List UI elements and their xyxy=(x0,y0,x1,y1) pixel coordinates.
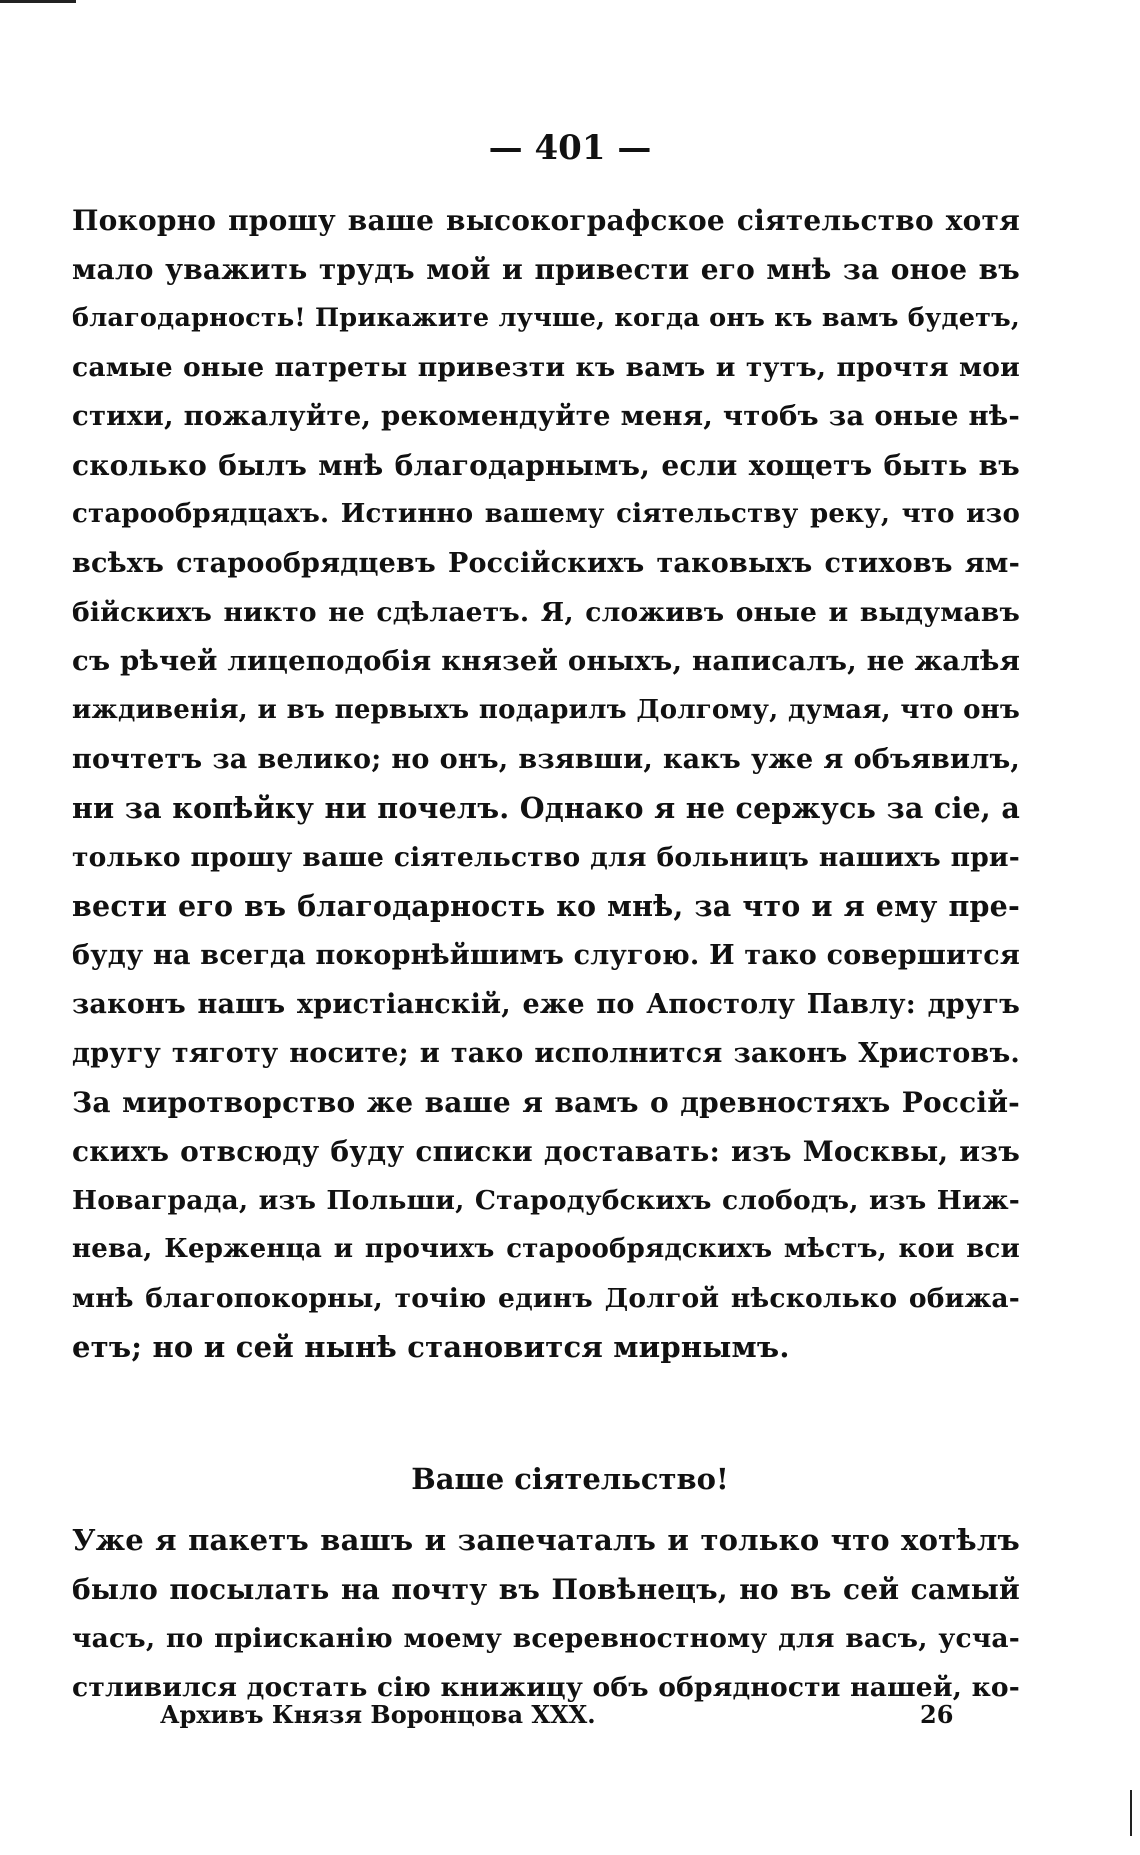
text-line: Уже я пакетъ вашъ и запечаталъ и только что хотѣлъ xyxy=(72,1523,1020,1557)
text-line: ни за копѣйку ни почелъ. Однако я не сержусь за сіе, а xyxy=(72,791,1020,825)
paragraph-2 xyxy=(72,1516,1020,1712)
text-line: стливился достать сію книжицу объ обрядности нашей, ко- xyxy=(72,1672,1020,1703)
text-line: бійскихъ никто не сдѣлаетъ. Я, сложивъ оные и выдумавъ xyxy=(72,597,1020,628)
text-line: почтетъ за велико; но онъ, взявши, какъ уже я объявилъ, xyxy=(72,744,1020,775)
text-line: старообрядцахъ. Истинно вашему сіятельству реку, что изо xyxy=(72,499,1020,529)
text-line: стихи, пожалуйте, рекомендуйте меня, чтобъ за оные нѣ- xyxy=(72,400,1020,432)
text-line: было посылать на почту въ Повѣнецъ, но въ сей самый xyxy=(72,1573,1020,1606)
scan-edge-mark-right xyxy=(1130,1790,1132,1836)
text-line: скихъ отвсюду буду списки доставать: изъ Москвы, изъ xyxy=(72,1135,1020,1168)
text-line: буду на всегда покорнѣйшимъ слугою. И тако совершится xyxy=(72,940,1020,971)
text-line: самые оные патреты привезти къ вамъ и тутъ, прочтя мои xyxy=(72,352,1020,383)
text-line: иждивенія, и въ первыхъ подарилъ Долгому, думая, что онъ xyxy=(72,695,1020,725)
text-line: нева, Керженца и прочихъ старообрядскихъ мѣстъ, кои вси xyxy=(72,1234,1020,1264)
text-line: мало уважить трудъ мой и привести его мнѣ за оное въ xyxy=(72,253,1020,286)
text-line: законъ нашъ христіанскій, еже по Апостолу Павлу: другъ xyxy=(72,989,1020,1020)
text-line: Покорно прошу ваше высокографское сіятельство хотя xyxy=(72,204,1020,237)
scan-edge-mark xyxy=(0,0,76,3)
footer-signature-mark: 26 xyxy=(920,1700,954,1729)
text-line: етъ; но и сей нынѣ становится мирнымъ. xyxy=(72,1330,790,1364)
paragraph-1 xyxy=(72,196,1020,1372)
text-line: вести его въ благодарность ко мнѣ, за что и я ему пре- xyxy=(72,889,1020,923)
text-line: благодарность! Прикажите лучше, когда онъ къ вамъ будетъ, xyxy=(72,303,1020,333)
text-line: Новаграда, изъ Польши, Стародубскихъ слободъ, изъ Ниж- xyxy=(72,1185,1020,1216)
text-line: другу тяготу носите; и тако исполнится законъ Христовъ. xyxy=(72,1038,1020,1069)
text-line: За миротворство же ваше я вамъ о древностяхъ Россій- xyxy=(72,1086,1020,1119)
text-line: всѣхъ старообрядцевъ Россійскихъ таковыхъ стиховъ ям- xyxy=(72,548,1020,579)
text-line: съ рѣчей лицеподобія князей оныхъ, написалъ, не жалѣя xyxy=(72,645,1021,677)
text-line: мнѣ благопокорны, точію единъ Долгой нѣсколько обижа- xyxy=(72,1283,1020,1314)
text-line: часъ, по пріисканію моему всеревностному для васъ, усча- xyxy=(72,1623,1020,1654)
text-line: только прошу ваше сіятельство для больницъ нашихъ при- xyxy=(72,842,1020,873)
footer-title: Архивъ Князя Воронцова XXX. xyxy=(160,1700,596,1729)
text-line: сколько былъ мнѣ благодарнымъ, если хощетъ быть въ xyxy=(72,449,1020,482)
page-number: — 401 — xyxy=(488,128,652,168)
salutation-heading: Ваше сіятельство! xyxy=(411,1462,729,1496)
